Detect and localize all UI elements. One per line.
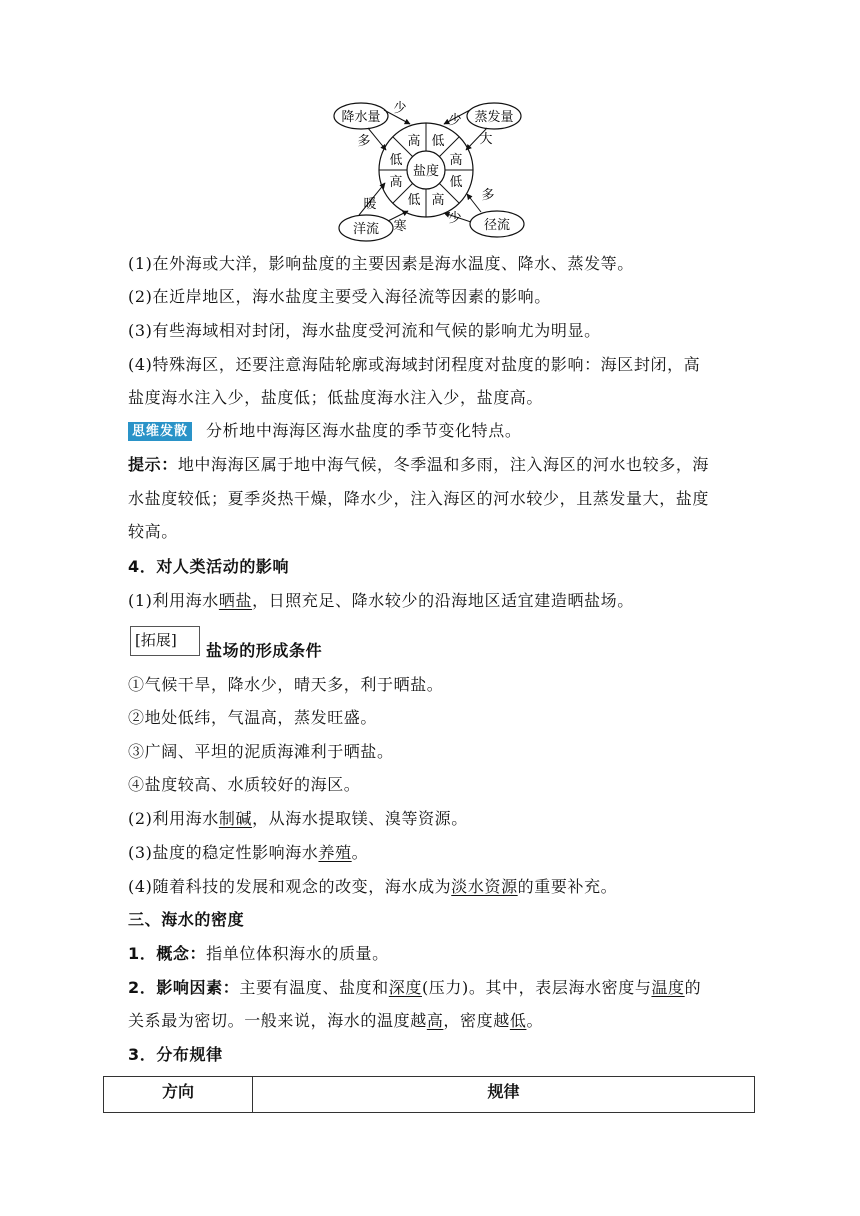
hint-text-1: 地中海海区属于地中海气候，冬季温和多雨，注入海区的河水也较多，海	[177, 455, 710, 474]
think-question	[128, 420, 768, 442]
ring-label: 低	[449, 175, 463, 190]
condition-item: ②地处低纬，气温高，蒸发旺盛。	[128, 708, 378, 727]
concept-line: 1．概念：指单位体积海水的质量。	[128, 944, 389, 963]
distribution-heading: 3．分布规律	[128, 1045, 223, 1064]
table-header-row	[104, 1077, 755, 1113]
condition-item: ④盐度较高、水质较好的海区。	[128, 775, 361, 794]
blank-answer: 深度	[388, 978, 422, 997]
extend-tag: [拓展]	[130, 626, 200, 656]
edge-label: 寒	[393, 219, 407, 234]
blank-answer: 低	[509, 1011, 527, 1030]
edge-label: 少	[448, 211, 462, 226]
blank-answer: 淡水资源	[451, 877, 518, 896]
edge-label: 少	[393, 101, 407, 116]
factors-line-1: 2．影响因素：主要有温度、盐度和深度(压力)。其中，表层海水密度与温度的	[128, 978, 702, 997]
section-3-heading: 三、海水的密度	[128, 910, 245, 929]
factor-item-2: (2)在近岸地区，海水盐度主要受入海径流等因素的影响。	[128, 287, 551, 306]
blank-answer: 养殖	[318, 843, 352, 862]
think-question-text: 分析地中海海区海水盐度的季节变化特点。	[206, 421, 522, 440]
hint-label: 提示：	[128, 455, 178, 474]
ring-label: 高	[389, 175, 403, 190]
use-item-4: (4)随着科技的发展和观念的改变，海水成为淡水资源的重要补充。	[128, 877, 618, 896]
table-header-direction: 方向	[104, 1077, 253, 1113]
runoff-label: 径流	[483, 218, 511, 233]
arrow-precip-more	[368, 128, 386, 150]
table-header-rule: 规律	[253, 1077, 755, 1113]
precip-label: 降水量	[341, 110, 381, 125]
blank-answer: 制碱	[218, 809, 253, 828]
current-label: 洋流	[352, 222, 380, 237]
edge-label: 暖	[363, 197, 377, 212]
factor-item-1: (1)在外海或大洋，影响盐度的主要因素是海水温度、降水、蒸发等。	[128, 254, 634, 273]
hint-line-3: 较高。	[128, 522, 178, 541]
factors-line-2: 关系最为密切。一般来说，海水的温度越高，密度越低。	[128, 1011, 544, 1030]
factor-item-3: (3)有些海域相对封闭，海水盐度受河流和气候的影响尤为明显。	[128, 321, 601, 340]
ring-label: 高	[449, 153, 463, 168]
edge-label: 多	[481, 188, 495, 203]
ring-label: 高	[407, 134, 421, 149]
ring-label: 高	[431, 193, 445, 208]
condition-item: ③广阔、平坦的泥质海滩利于晒盐。	[128, 742, 394, 761]
think-badge: 思维发散	[128, 422, 192, 441]
edge-label: 大	[479, 132, 493, 147]
ring-label: 低	[389, 153, 403, 168]
use-item-3: (3)盐度的稳定性影响海水养殖。	[128, 843, 369, 862]
ring-label: 低	[407, 193, 421, 208]
factor-item-4-cont: 盐度海水注入少，盐度低；低盐度海水注入少，盐度高。	[128, 388, 544, 407]
center-label: 盐度	[412, 164, 440, 179]
salinity-diagram	[320, 98, 540, 246]
blank-answer: 晒盐	[218, 591, 253, 610]
edge-label: 多	[357, 134, 371, 149]
edge-label: 少	[448, 113, 462, 128]
factor-item-4: (4)特殊海区，还要注意海陆轮廓或海域封闭程度对盐度的影响：海区封闭，高	[128, 355, 701, 374]
use-item-1: (1)利用海水晒盐，日照充足、降水较少的沿海地区适宜建造晒盐场。	[128, 591, 634, 610]
hint-line-1	[128, 454, 768, 476]
condition-item: ①气候干旱，降水少，晴天多，利于晒盐。	[128, 675, 444, 694]
section-4-heading: 4．对人类活动的影响	[128, 557, 290, 576]
arrow-runoff-more	[467, 194, 481, 212]
ring-label: 低	[431, 134, 445, 149]
blank-answer: 温度	[651, 978, 685, 997]
extend-title: 盐场的形成条件	[206, 641, 323, 660]
evap-label: 蒸发量	[474, 110, 514, 125]
distribution-table	[103, 1076, 755, 1113]
use-item-2: (2)利用海水制碱，从海水提取镁、溴等资源。	[128, 809, 468, 828]
hint-line-2: 水盐度较低；夏季炎热干燥，降水少，注入海区的河水较少，且蒸发量大，盐度	[128, 489, 710, 508]
blank-answer: 高	[426, 1011, 444, 1030]
